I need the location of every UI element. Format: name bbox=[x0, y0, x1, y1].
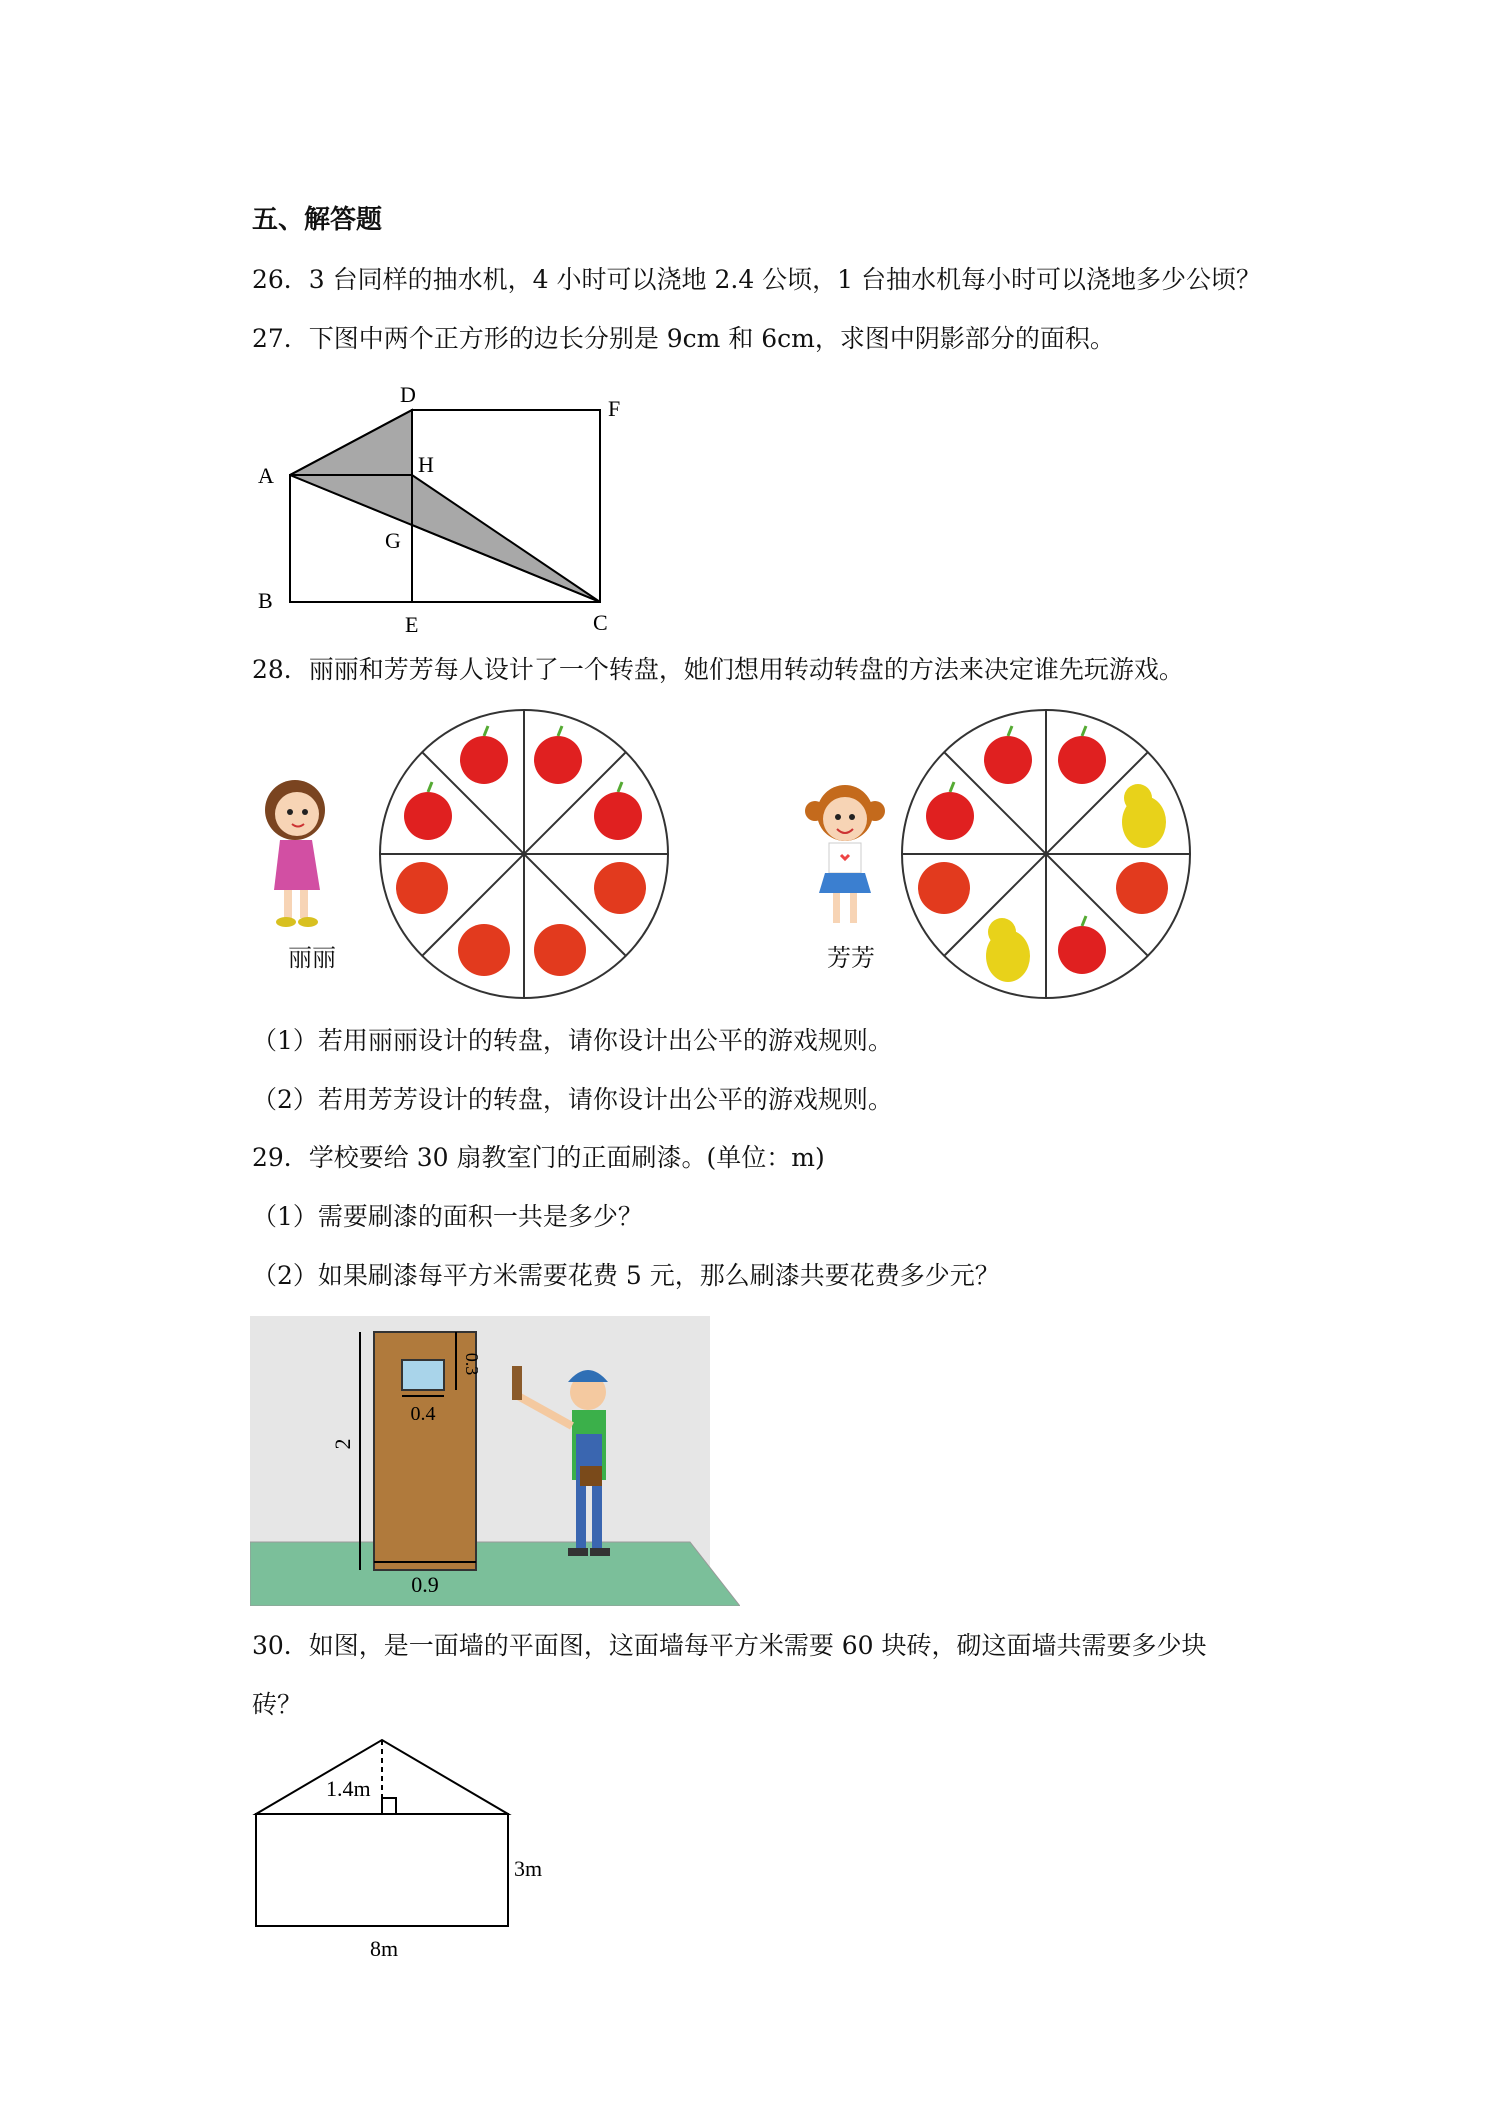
label-a: A bbox=[258, 463, 274, 488]
lili-girl-image bbox=[250, 770, 350, 940]
peach-icon bbox=[534, 924, 586, 976]
question-29-sub2: （2）如果刷漆每平方米需要花费 5 元，那么刷漆共要花费多少元？ bbox=[252, 1261, 1000, 1290]
question-28-sub1: （1）若用丽丽设计的转盘，请你设计出公平的游戏规则。 bbox=[252, 1026, 893, 1055]
peach-icon bbox=[918, 862, 970, 914]
fangfang-girl-image bbox=[795, 775, 895, 935]
door-width-label: 0.9 bbox=[411, 1572, 439, 1597]
wall-figure bbox=[250, 1734, 570, 1964]
rectangle-base-label: 8m bbox=[370, 1936, 399, 1961]
question-27-text: 27．下图中两个正方形的边长分别是 9cm 和 6cm，求图中阴影部分的面积。 bbox=[252, 324, 1115, 353]
question-26-text: 26．3 台同样的抽水机，4 小时可以浇地 2.4 公顷，1 台抽水机每小时可以浇地多少公顷？ bbox=[252, 265, 1262, 294]
label-f: F bbox=[608, 396, 621, 421]
peach-icon bbox=[1116, 862, 1168, 914]
squares-figure bbox=[250, 380, 640, 640]
peach-icon bbox=[396, 862, 448, 914]
floor bbox=[250, 1542, 740, 1606]
label-b: B bbox=[258, 588, 273, 613]
section-heading: 五、解答题 bbox=[252, 205, 383, 235]
lili-spinner bbox=[376, 706, 672, 1002]
wall-rectangle bbox=[256, 1814, 508, 1926]
fangfang-spinner bbox=[898, 706, 1194, 1002]
question-28-text: 28．丽丽和芳芳每人设计了一个转盘，她们想用转动转盘的方法来决定谁先玩游戏。 bbox=[252, 655, 1184, 684]
peach-icon bbox=[458, 924, 510, 976]
question-29-sub1: （1）需要刷漆的面积一共是多少？ bbox=[252, 1202, 643, 1231]
fangfang-label: 芳芳 bbox=[827, 944, 875, 972]
rectangle-side-label: 3m bbox=[514, 1856, 543, 1881]
question-30-text-line1: 30．如图，是一面墙的平面图，这面墙每平方米需要 60 块砖，砌这面墙共需要多少块 bbox=[252, 1631, 1207, 1660]
window-width-label: 0.4 bbox=[410, 1403, 436, 1425]
question-30-text-line2: 砖？ bbox=[252, 1690, 303, 1719]
lili-label: 丽丽 bbox=[288, 944, 336, 972]
door-window bbox=[402, 1360, 444, 1390]
question-29-text: 29．学校要给 30 扇教室门的正面刷漆。(单位：m) bbox=[252, 1143, 825, 1172]
label-h: H bbox=[418, 452, 434, 477]
label-e: E bbox=[405, 612, 419, 637]
door-figure bbox=[250, 1316, 740, 1606]
window-height-label: 0.3 bbox=[462, 1352, 482, 1376]
peach-icon bbox=[594, 862, 646, 914]
triangle-height-label: 1.4m bbox=[326, 1776, 371, 1801]
diagonal-a-c bbox=[290, 475, 600, 602]
door-height-label: 2 bbox=[330, 1438, 355, 1450]
label-c: C bbox=[593, 610, 608, 635]
label-d: D bbox=[400, 382, 416, 407]
question-28-sub2: （2）若用芳芳设计的转盘，请你设计出公平的游戏规则。 bbox=[252, 1085, 893, 1114]
label-g: G bbox=[385, 528, 401, 553]
